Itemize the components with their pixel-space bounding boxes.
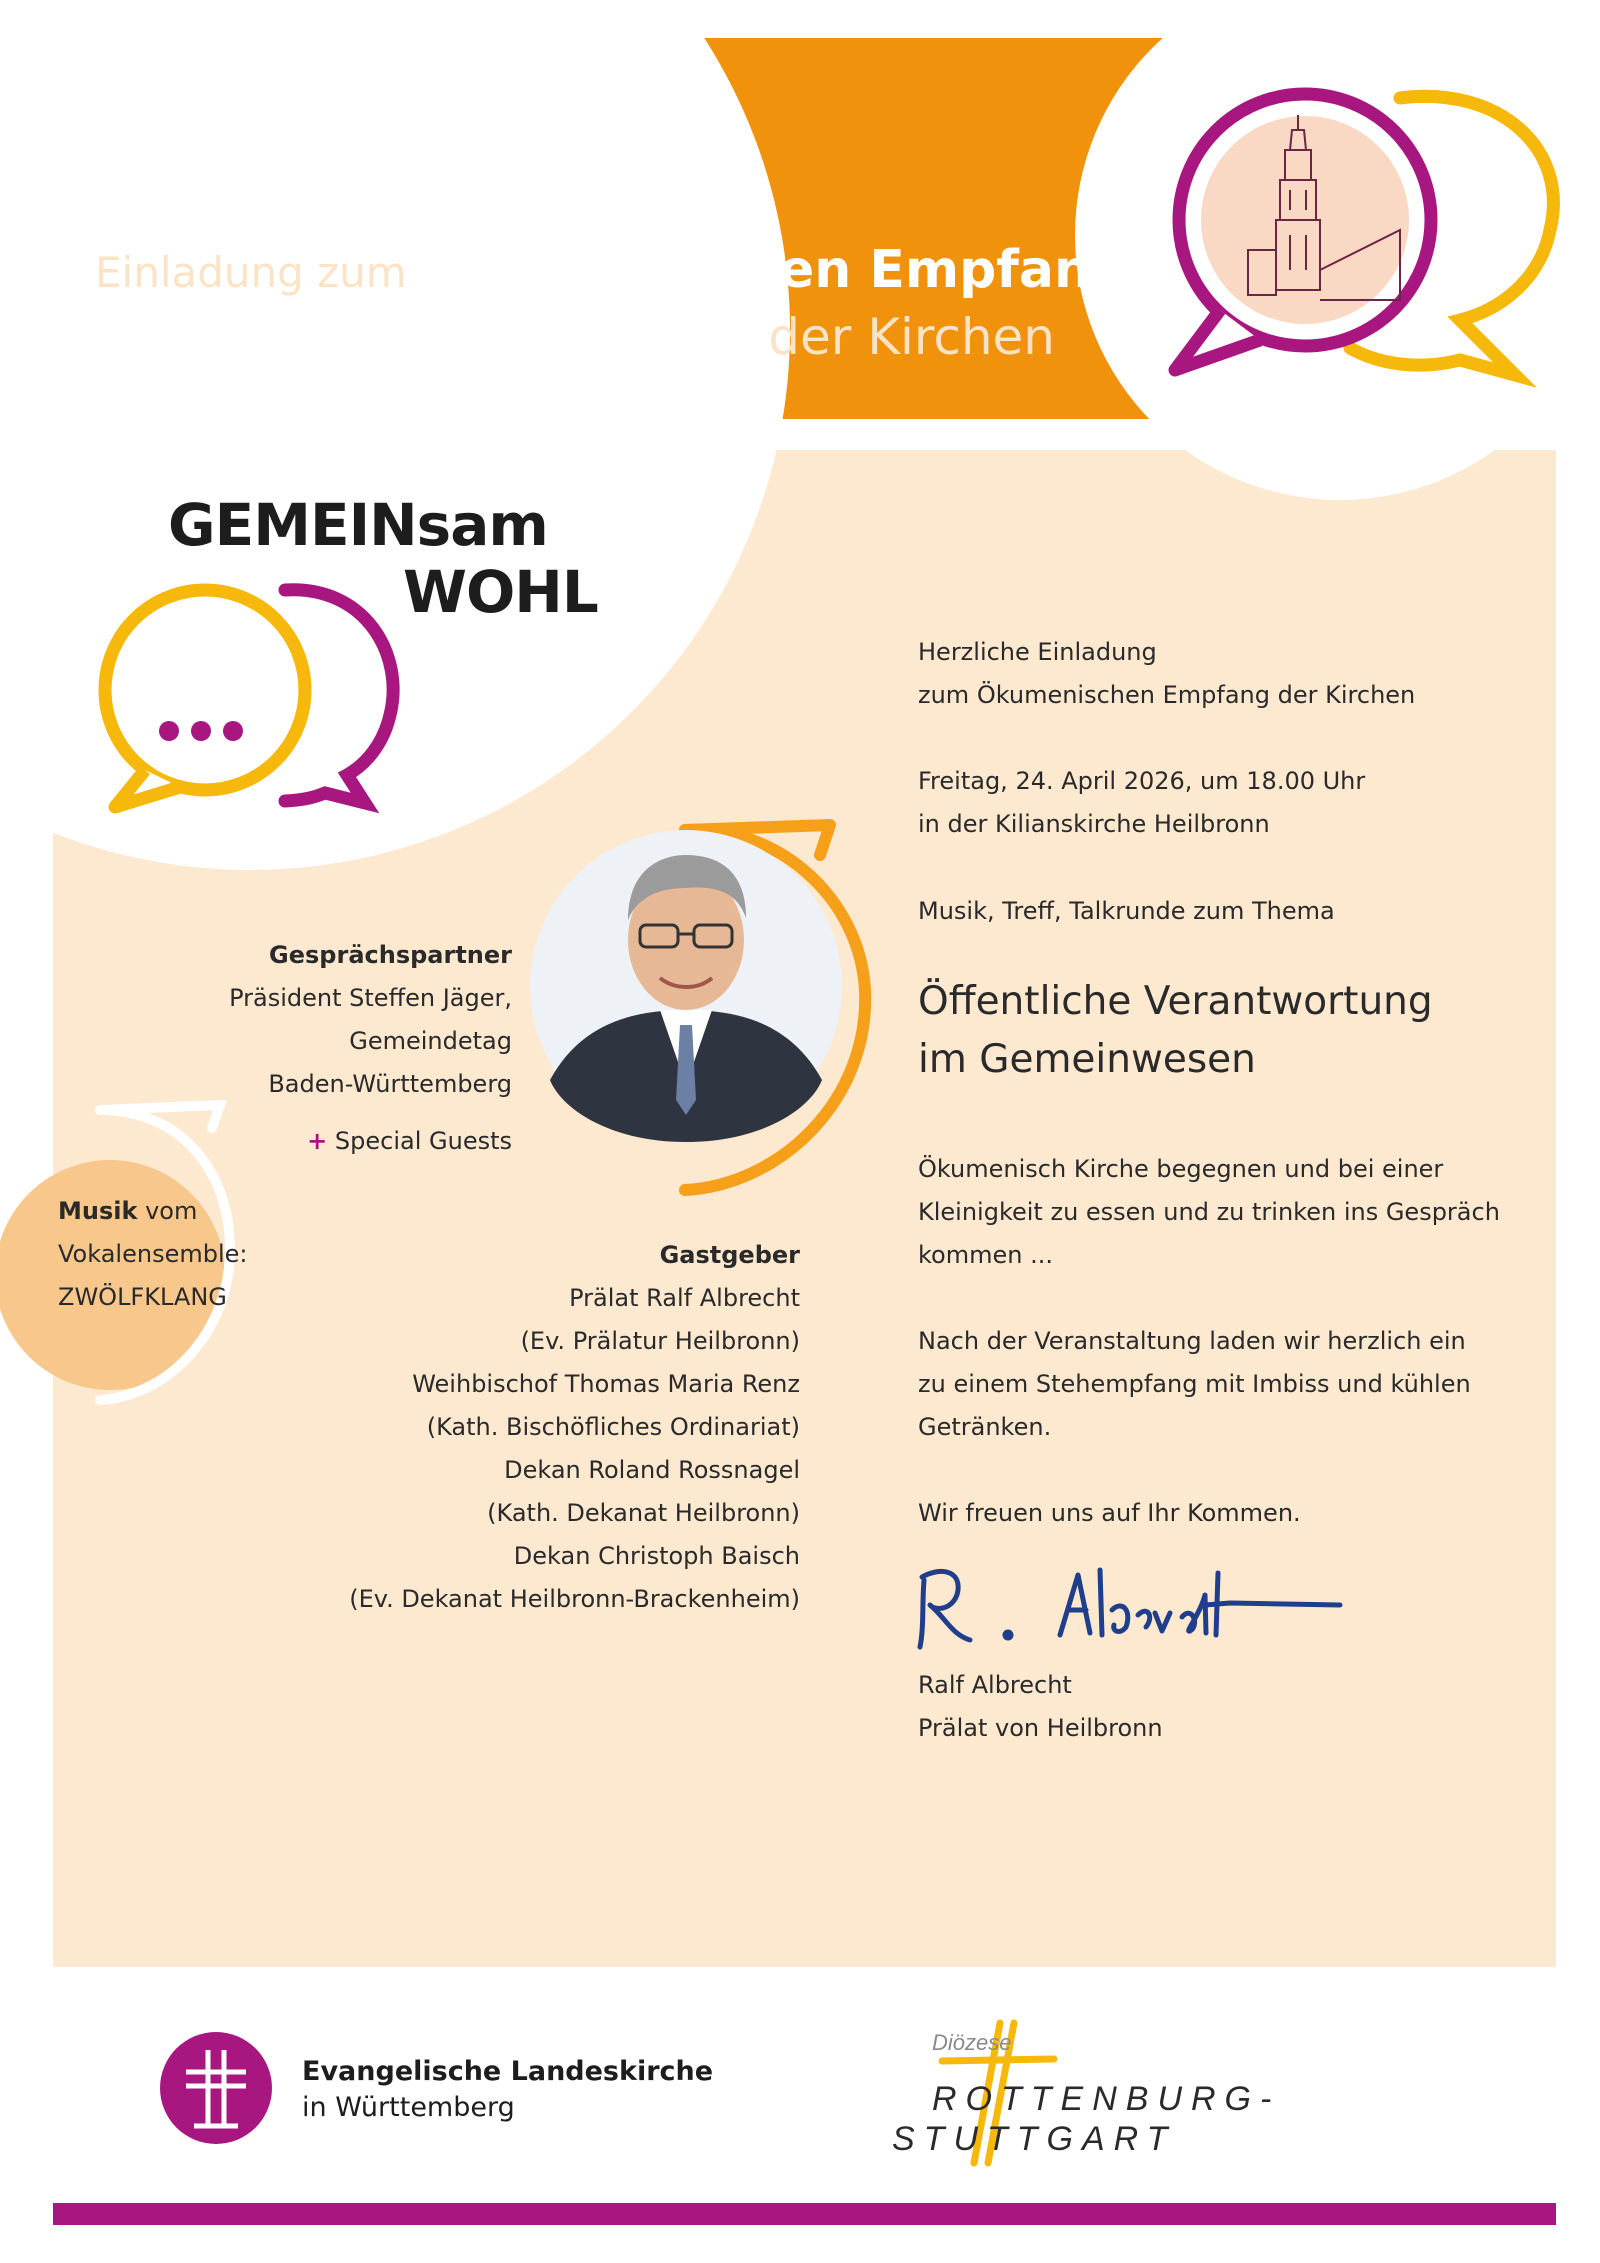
partner-heading: Gesprächspartner bbox=[269, 941, 512, 969]
event-topic: Öffentliche Verantwortung im Gemeinwesen bbox=[918, 979, 1433, 1082]
hosts-heading: Gastgeber bbox=[659, 1241, 800, 1269]
portrait-frame bbox=[520, 810, 890, 1205]
ev-landeskirche-name: Evangelische Landeskirche in Württemberg bbox=[302, 2056, 714, 2123]
motto-line-1: GEMEINsam bbox=[168, 491, 548, 559]
music-info: Musik vom Vokalensemble: ZWÖLFKLANG bbox=[58, 1197, 248, 1311]
host-line: Dekan Christoph Baisch bbox=[513, 1542, 800, 1570]
host-line: (Ev. Prälatur Heilbronn) bbox=[520, 1327, 800, 1355]
partner-line: Gemeindetag bbox=[349, 1027, 512, 1055]
banner-line-2: der Kirchen bbox=[768, 308, 1055, 366]
invitation-intro: Herzliche Einladung zum Ökumenischen Empfang der Kirchen bbox=[918, 638, 1416, 709]
program-line: Musik, Treff, Talkrunde zum Thema bbox=[918, 897, 1335, 925]
partner-line: Baden-Württemberg bbox=[268, 1070, 512, 1098]
dot-1 bbox=[159, 721, 179, 741]
dot-2 bbox=[191, 721, 211, 741]
host-line: (Kath. Bischöfliches Ordinariat) bbox=[426, 1413, 800, 1441]
special-guests: + Special Guests bbox=[307, 1127, 512, 1155]
host-line: Weihbischof Thomas Maria Renz bbox=[412, 1370, 800, 1398]
hosts-section bbox=[349, 1234, 800, 1621]
partner-line: Präsident Steffen Jäger, bbox=[229, 984, 512, 1012]
host-line: (Ev. Dekanat Heilbronn-Brackenheim) bbox=[349, 1585, 800, 1613]
dot-3 bbox=[223, 721, 243, 741]
paragraph-2: Nach der Veranstaltung laden wir herzlich ein zu einem Stehempfang mit Imbiss und kühlen Getränken. bbox=[918, 1327, 1471, 1441]
ev-landeskirche-cross-icon bbox=[158, 2030, 274, 2146]
footer-bar bbox=[53, 2203, 1556, 2225]
event-datetime: Freitag, 24. April 2026, um 18.00 Uhr in der Kilianskirche Heilbronn bbox=[918, 767, 1366, 838]
host-line: (Kath. Dekanat Heilbronn) bbox=[487, 1499, 800, 1527]
motto-speech-bubbles-icon bbox=[85, 575, 415, 820]
closing-line: Wir freuen uns auf Ihr Kommen. bbox=[918, 1499, 1301, 1527]
dioezese-line-1: ROTTENBURG- bbox=[932, 2080, 1281, 2118]
church-speech-bubbles-icon bbox=[1130, 70, 1570, 400]
partner-section bbox=[229, 934, 512, 1163]
motto-line-2: WOHL bbox=[403, 558, 598, 626]
host-line: Dekan Roland Rossnagel bbox=[504, 1456, 800, 1484]
paragraph-1: Ökumenisch Kirche begegnen und bei einer Kleinigkeit zu essen und zu trinken ins Gespräch kommen ... bbox=[918, 1155, 1500, 1269]
dioezese-small: Diözese bbox=[932, 2030, 1012, 2055]
signer: Ralf Albrecht Prälat von Heilbronn bbox=[918, 1671, 1163, 1742]
host-line: Prälat Ralf Albrecht bbox=[569, 1284, 800, 1312]
signature-image bbox=[900, 1555, 1360, 1665]
banner-line-1: Einladung zum Ökumenischen Empfang bbox=[95, 240, 1129, 300]
dioezese-line-2: STUTTGART bbox=[892, 2120, 1177, 2158]
